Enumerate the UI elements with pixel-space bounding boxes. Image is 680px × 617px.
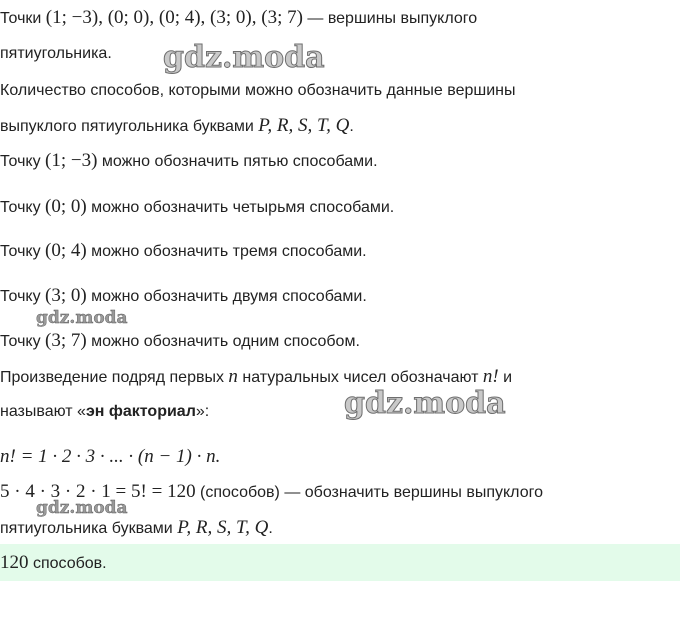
- text-line: пятиугольника.: [0, 45, 112, 62]
- text-line: называют «эн факториал»:: [0, 403, 210, 420]
- text-line: 5 · 4 · 3 · 2 · 1 = 5! = 120 (способов) — обозначить вершины выпуклого: [0, 481, 543, 502]
- math-n: n: [228, 366, 238, 387]
- watermark-logo: gdz.moda: [36, 308, 128, 328]
- text-line: Точку (0; 4) можно обозначить тремя способами.: [0, 240, 367, 261]
- watermark-logo: gdz.moda: [163, 40, 325, 75]
- text-line: пятиугольника буквами P, R, S, T, Q.: [0, 517, 273, 538]
- math-point: (3; 7): [45, 330, 87, 351]
- math-letters: P, R, S, T, Q: [258, 115, 350, 136]
- text-line: Точку (1; −3) можно обозначить пятью способами.: [0, 150, 378, 171]
- watermark-logo: gdz.moda: [36, 498, 128, 518]
- math-factorial-formula: n! = 1 · 2 · 3 · ... · (n − 1) · n.: [0, 446, 221, 467]
- text-line: Точку (3; 0) можно обозначить двумя способами.: [0, 285, 367, 306]
- watermark-logo: gdz.moda: [344, 386, 506, 421]
- math-n-factorial: n!: [482, 366, 499, 387]
- formula-line: [0, 445, 220, 470]
- text-line: Точки (1; −3), (0; 0), (0; 4), (3; 0), (3; 7) — вершины выпуклого: [0, 7, 478, 28]
- math-point: (1; −3): [45, 150, 98, 171]
- math-product: 5 · 4 · 3 · 2 · 1 = 5! = 120: [0, 481, 196, 502]
- math-letters: P, R, S, T, Q: [177, 517, 269, 538]
- math-points: (1; −3), (0; 0), (0; 4), (3; 0), (3; 7): [45, 7, 303, 28]
- answer-line: 120 способов.: [0, 552, 107, 573]
- answer-box: [0, 544, 680, 581]
- math-point: (0; 4): [45, 240, 87, 261]
- term-factorial: эн факториал: [85, 403, 196, 420]
- text-line: Количество способов, которыми можно обозначить данные вершины: [0, 82, 516, 99]
- math-point: (3; 0): [45, 285, 87, 306]
- text-line: выпуклого пятиугольника буквами P, R, S, T, Q.: [0, 115, 354, 136]
- math-point: (0; 0): [45, 196, 87, 217]
- text-line: Произведение подряд первых n натуральных чисел обозначают n! и: [0, 366, 513, 387]
- text-line: Точку (0; 0) можно обозначить четырьмя способами.: [0, 196, 395, 217]
- text-line: Точку (3; 7) можно обозначить одним способом.: [0, 330, 360, 351]
- answer-value: 120: [0, 552, 29, 573]
